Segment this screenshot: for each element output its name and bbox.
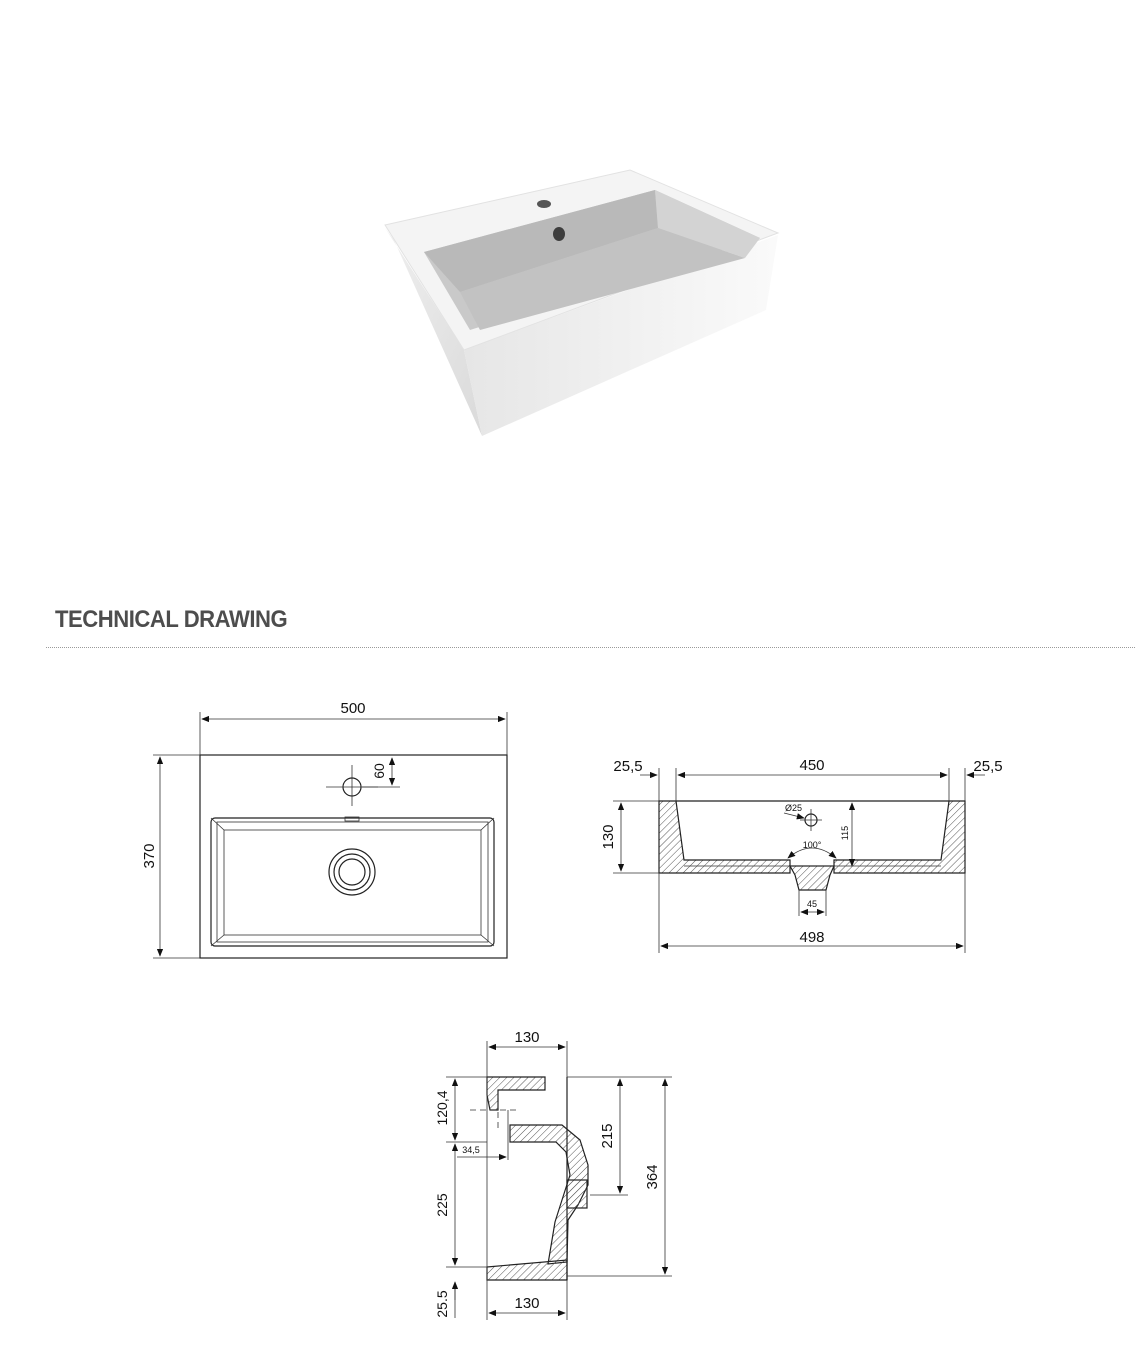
dim-depth-label: 370 [141,843,158,869]
dim-rim-right-label: 25,5 [973,758,1003,775]
dim-lower-part-label: 225 [434,1193,450,1217]
dim-taphole-offset-label: 60 [371,763,387,779]
dim-drain-label: 45 [806,899,818,909]
dim-taphole-diameter-label: Ø25 [785,803,803,813]
dim-top-width-label: 130 [514,1029,540,1046]
dim-offset-label: 34,5 [462,1145,480,1155]
dim-rim-label: 25.5 [434,1290,450,1318]
dim-rim-left-label: 25,5 [613,758,643,775]
dim-overall-depth-label: 364 [644,1164,661,1190]
section-title: TECHNICAL DRAWING [55,606,288,633]
dim-inner-width-label: 450 [799,757,825,774]
dim-bottom-width-label: 130 [514,1295,540,1312]
dim-height-label: 130 [600,824,617,850]
dim-upper-part-label: 120,4 [434,1090,450,1126]
dim-angle-label: 100° [802,840,822,850]
dim-drain-height-label: 215 [599,1123,616,1149]
dim-taphole-depth-label: 115 [840,825,850,841]
dim-overall-width-label: 498 [799,929,825,946]
dim-width-label: 500 [340,700,366,717]
